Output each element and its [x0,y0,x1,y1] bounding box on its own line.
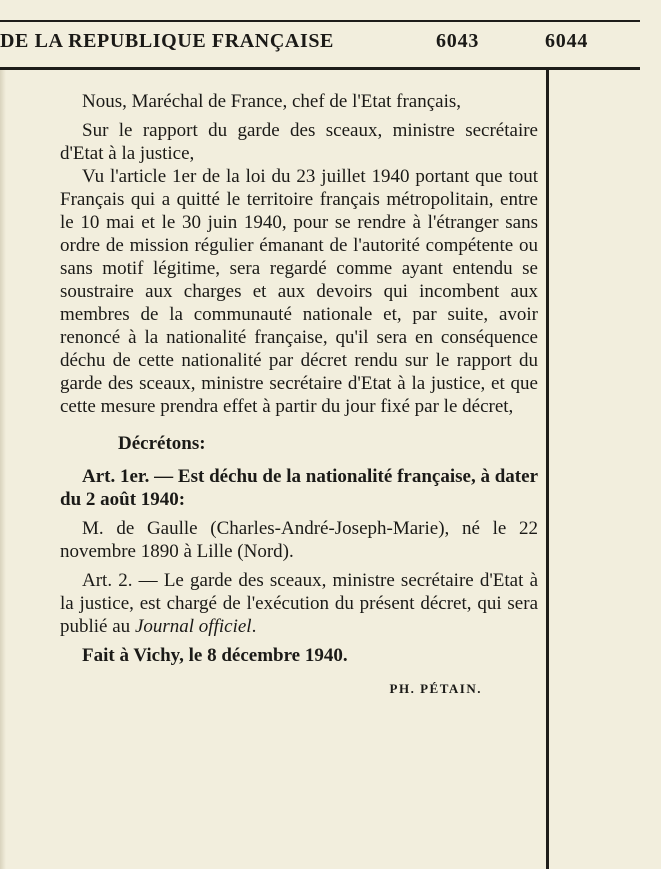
journal-officiel-title: Journal officiel [134,616,252,637]
page-number-right: 6044 [545,30,589,52]
article-2 [60,569,538,638]
header-bottom-rule [0,67,640,70]
article-2-end: . [251,616,257,637]
decree-text [60,90,538,700]
preamble-intro: Nous, Maréchal de France, chef de l'Etat français, [82,91,462,112]
page-edge-shadow [0,70,6,869]
preamble-rapport: Sur le rapport du garde des sceaux, ministre secrétaire d'Etat à la justice, [60,120,538,164]
fait-a-vichy: Fait à Vichy, le 8 décembre 1940. [82,645,348,666]
page-header [0,30,640,62]
header-top-rule [0,20,640,22]
decretons-heading: Décrétons: [118,433,206,454]
running-title: DE LA REPUBLIQUE FRANÇAISE [0,30,334,52]
article-1: Art. 1er. — Est déchu de la nationalité française, à dater du 2 août 1940: [60,466,538,510]
preamble-vu: Vu l'article 1er de la loi du 23 juillet 1940 portant que tout Français qui a quitté le territoire français métropolitain, entre le 10 mai et le 30 juin 1940, pour se rendre à l'étranger sans ordre de mission régulier émanant de l'autorité compétente ou sans motif légitime, sera regardé comme ayant entendu se soustraire aux charges et aux devoirs qui incombent aux membres de la communauté nationale et, par suite, avoir renoncé à la nationalité française, qu'il sera en conséquence déchu de cette nationalité par décret rendu sur le rapport du garde des sceaux, ministre secrétaire d'Etat à la justice, et que cette mesure prendra effet à partir du jour fixé par le décret, [60,166,538,417]
column-divider [546,70,549,869]
article-2-text: Art. 2. — Le garde des sceaux, ministre secrétaire d'Etat à la justice, est chargé de l'exécution du présent décret, qui sera publié au [60,570,538,637]
page-number-left: 6043 [436,30,480,52]
person-named: M. de Gaulle (Charles-André-Joseph-Marie), né le 22 novembre 1890 à Lille (Nord). [60,518,538,562]
signature: PH. PÉTAIN. [389,681,482,696]
